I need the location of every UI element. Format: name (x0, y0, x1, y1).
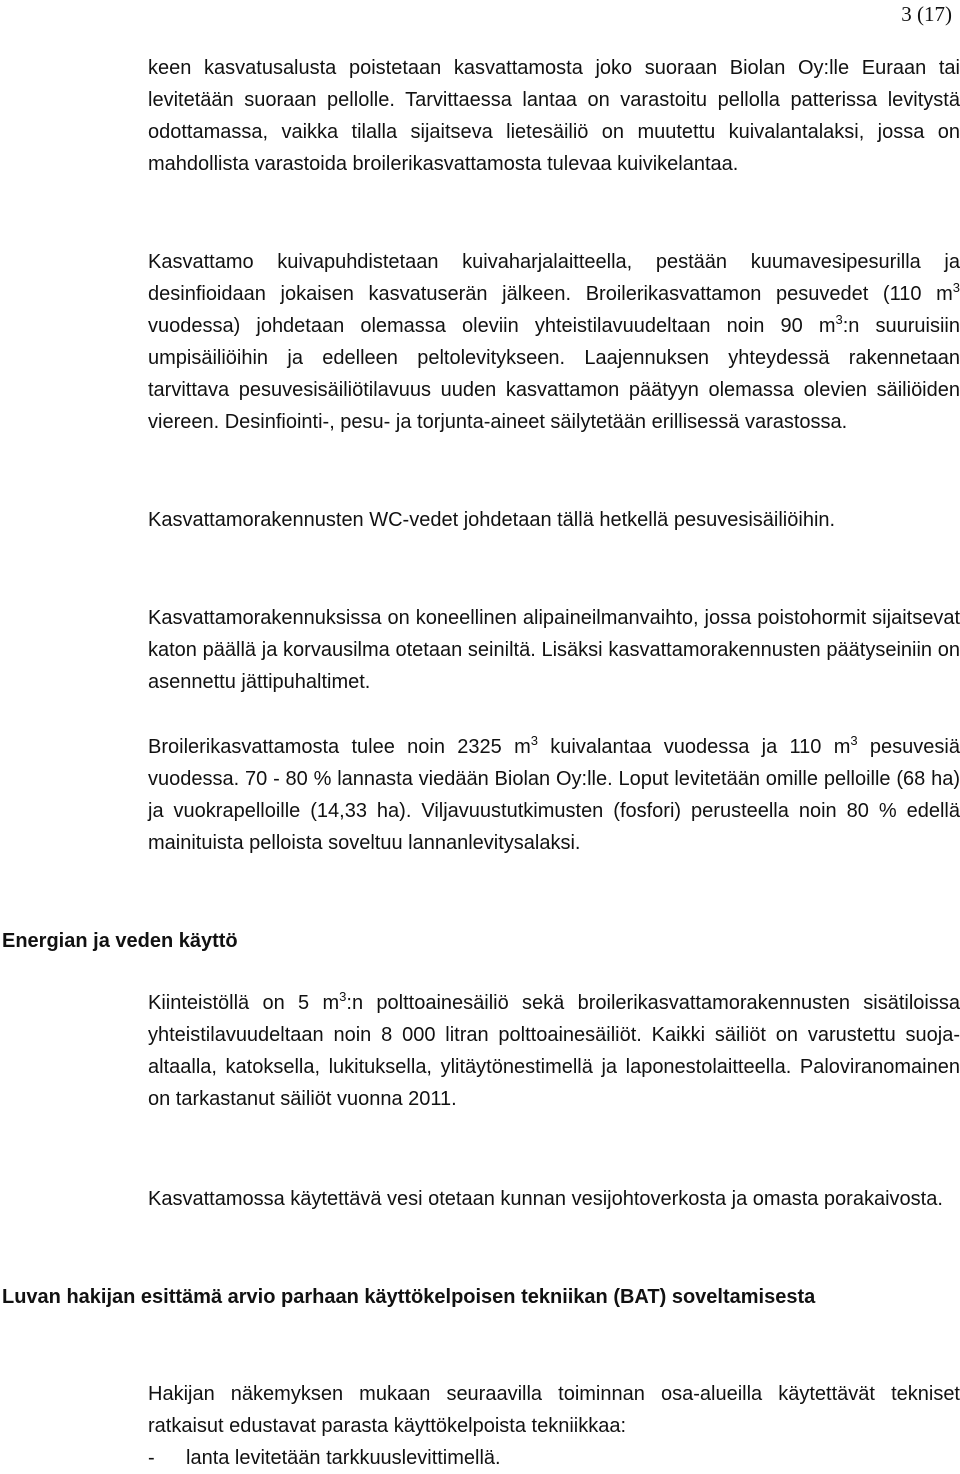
paragraph-wc-water: Kasvattamorakennusten WC-vedet johdetaan tällä hetkellä pesuvesisäiliöihin. (148, 509, 836, 531)
bat-list (148, 1442, 960, 1474)
paragraph-ventilation: Kasvattamorakennuksissa on koneellinen alipaineilmanvaihto, jossa poistohormit sijaitsevat katon päällä ja korvausilma otetaan seiniltä. Lisäksi kasvattamorakennusten päätyseiniin on asennettu jättipuhaltimet. (148, 607, 960, 693)
paragraph-manure-removal: keen kasvatusalusta poistetaan kasvattamosta joko suoraan Biolan Oy:lle Euraan tai levitetään suoraan pellolle. Tarvittaessa lantaa on varastoitu pellolla patterissa levitystä odottamassa, vaikka tilalla sijaitseva lietesäiliö on muutettu kuivalantalaksi, jossa on mahdollista varastoida broilerikasvattamosta tulevaa kuivikelantaa. (148, 57, 960, 175)
list-marker: - (148, 1447, 155, 1469)
paragraph-cleaning: Kasvattamo kuivapuhdistetaan kuivaharjalaitteella, pestään kuumavesipesurilla ja desinfioidaan jokaisen kasvatuserän jälkeen. Broilerikasvattamon pesuvedet (110 $m^3$ vuodessa) johdetaan olemassa oleviin yhteistilavuudeltaan noin 90 $m^3:n$ suuruisiin umpisäiliöihin ja edelleen peltolevitykseen. Laajennuksen yhteydessä rakennetaan tarvittava pesuvesisäiliötilavuus uuden kasvattamon päätyyn olemassa olevien säiliöiden viereen. Desinfiointi-, pesu- ja torjunta-aineet säilytetään erillisessä varastossa. (148, 251, 960, 433)
page-number: 3 (17) (901, 2, 952, 26)
section-heading-bat: Luvan hakijan esittämä arvio parhaan käyttökelpoisen tekniikan (BAT) soveltamisesta (2, 1286, 816, 1308)
paragraph-manure-volume: Broilerikasvattamosta tulee noin 2325 $m^3$ kuivalantaa vuodessa ja 110 $m^3$ pesuvesiä vuodessa. 70 - 80 % lannasta viedään Biolan Oy:lle. Loput levitetään omille pelloille (68 ha) ja vuokrapelloille (14,33 ha). Viljavuustutkimusten (fosfori) perusteella noin 80 % edellä mainituista pelloista soveltuu lannanlevitysalaksi. (148, 733, 960, 854)
paragraph-fuel-tanks: Kiinteistöllä on 5 $m^3:n$ polttoainesäiliö sekä broilerikasvattamorakennusten sisätiloissa yhteistilavuudeltaan noin 8 000 litran polttoainesäiliöt. Kaikki säiliöt on varustettu suoja-altaalla, katoksella, lukituksella, ylitäytönestimellä ja laponestolaitteella. Paloviranomainen on tarkastanut säiliöt vuonna 2011. (148, 989, 960, 1110)
section-heading-energy: Energian ja veden käyttö (2, 930, 238, 952)
list-item-text: lanta levitetään tarkkuuslevittimellä. (186, 1447, 501, 1469)
paragraph-bat-intro: Hakijan näkemyksen mukaan seuraavilla toiminnan osa-alueilla käytettävät tekniset ratkaisut edustavat parasta käyttökelpoista tekniikkaa: (148, 1383, 960, 1437)
paragraph-water-source: Kasvattamossa käytettävä vesi otetaan kunnan vesijohtoverkosta ja omasta porakaivosta. (148, 1188, 943, 1210)
list-item (148, 1442, 960, 1474)
